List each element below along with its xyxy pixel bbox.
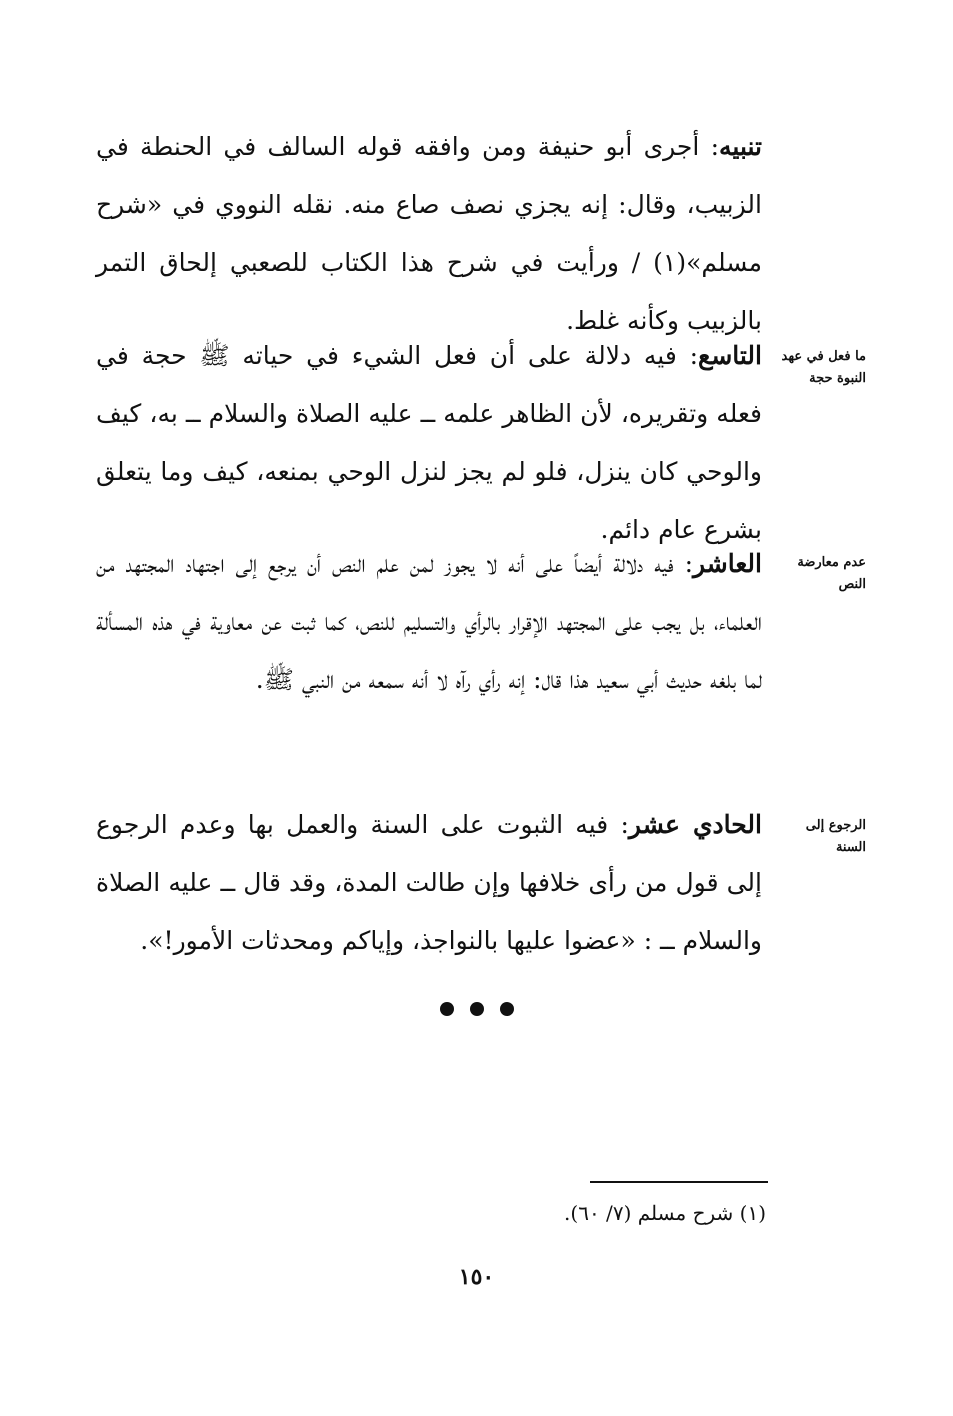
paragraph-text: : فيه الثبوت على السنة والعمل بها وعدم الرجوع إلى قول من رأى خلافها وإن طالت المدة، وقد قال ــ عليه الصلاة والسلام ــ : «عضوا عليها بالنواجذ، وإياكم ومحدثات الأمور!». — [96, 810, 762, 955]
paragraph-text: : فيه دلالة أيضاً على أنه لا يجوز لمن علم النص أن يرجع إلى اجتهاد المجتهد من العلماء، بل يجب على المجتهد الإقرار بالرأي والتسليم للنص، كما ثبت عن معاوية في هذه المسألة لما بلغه حديث أبي سعيد هذا قال: إنه رأي رآه لا أنه سمعه من النبي ﷺ. — [96, 549, 762, 694]
margin-note-line: ما فعل في عهد — [781, 349, 866, 364]
paragraph-lead: التاسع — [698, 341, 762, 370]
separator-dot — [470, 1002, 484, 1016]
eleventh-paragraph — [96, 796, 762, 970]
tenth-paragraph — [96, 535, 762, 709]
note-paragraph — [96, 118, 762, 350]
paragraph-lead: الحادي عشر — [628, 810, 762, 839]
separator-dot — [440, 1002, 454, 1016]
page-number: ١٥٠ — [458, 1264, 495, 1290]
footnote-divider — [590, 1181, 768, 1183]
paragraph-lead: العاشر — [693, 549, 762, 578]
margin-note-line: النص — [838, 577, 866, 592]
footnote: (١) شرح مسلم (٧/ ٦٠). — [564, 1201, 766, 1225]
paragraph-lead: تنبيه — [719, 132, 762, 161]
margin-note-line: الرجوع إلى — [805, 818, 866, 833]
section-separator — [0, 1002, 953, 1016]
separator-dot — [500, 1002, 514, 1016]
margin-note-no-opposing-text — [772, 552, 866, 596]
margin-note-line: النبوة حجة — [809, 371, 866, 386]
paragraph-text: : أجرى أبو حنيفة ومن وافقه قوله السالف في الحنطة في الزبيب، وقال: إنه يجزي نصف صاع منه. نقله النووي في «شرح مسلم»(١) / ورأيت في شرح هذا الكتاب للصعبي إلحاق التمر بالزبيب وكأنه غلط. — [96, 132, 762, 335]
margin-note-return-to-sunnah — [772, 815, 866, 859]
margin-note-line: السنة — [835, 840, 866, 855]
margin-note-line: عدم معارضة — [797, 555, 866, 570]
paragraph-text: : فيه دلالة على أن فعل الشيء في حياته ﷺ حجة في فعله وتقريره، لأن الظاهر علمه ــ عليه الصلاة والسلام ــ به، كيف والوحي كان ينزل، فلو لم يجز لنزل الوحي بمنعه، كيف وما يتعلق بشرع عام دائم. — [96, 341, 762, 544]
margin-note-prophetic-era — [772, 346, 866, 390]
ninth-paragraph — [96, 327, 762, 559]
